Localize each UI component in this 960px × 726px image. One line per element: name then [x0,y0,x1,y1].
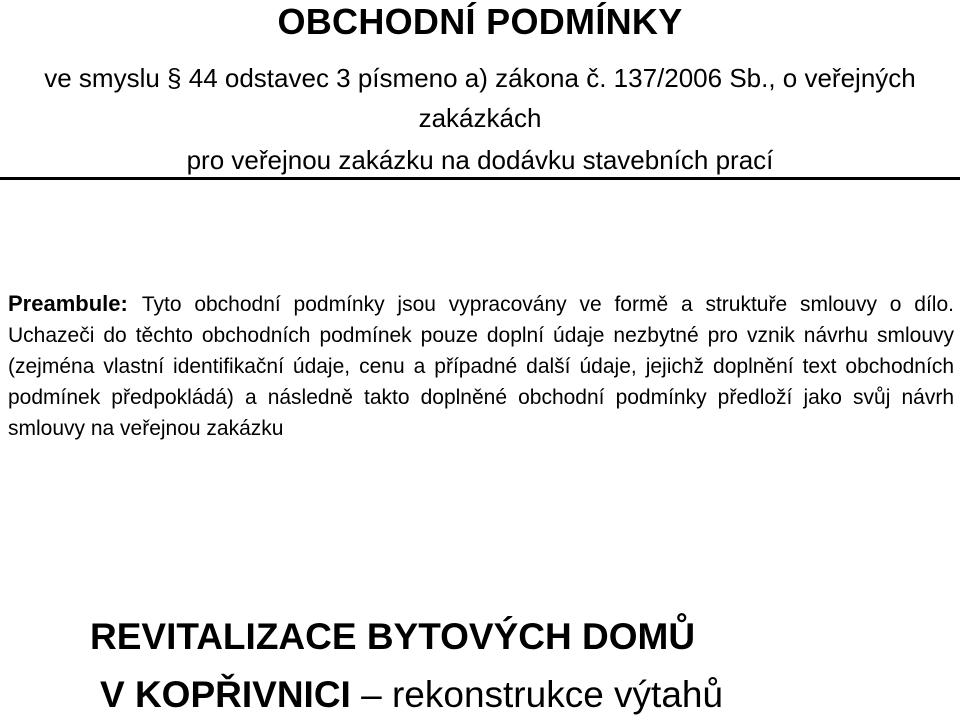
preamble-paragraph [8,288,954,444]
header-divider [0,177,960,180]
legal-reference: ve smyslu § 44 odstavec 3 písmeno a) zákona č. 137/2006 Sb., o veřejných zakázkách [44,63,916,133]
project-dash: – [350,674,392,715]
document-title: OBCHODNÍ PODMÍNKY [277,1,683,42]
project-location: V KOPŘIVNICI [100,674,351,715]
project-title-line-1: REVITALIZACE BYTOVÝCH DOMŮ [90,616,696,657]
preamble-label: Preambule: [8,291,128,316]
contract-scope: pro veřejnou zakázku na dodávku stavebních prací [186,145,774,175]
project-title-line-2 [100,670,723,720]
preamble-text: Tyto obchodní podmínky jsou vypracovány ve formě a struktuře smlouvy o dílo. Uchazeči do těchto obchodních podmínek pouze doplní údaje nezbytné pro vznik návrhu smlouvy (zejména vlastní identifikační údaje, cenu a případné další údaje, jejichž doplnění text obchodních podmínek předpokládá) a následně takto doplněné obchodní podmínky předloží jako svůj návrh smlouvy na veřejnou zakázku [8,293,954,440]
project-subject: rekonstrukce výtahů [391,674,724,715]
